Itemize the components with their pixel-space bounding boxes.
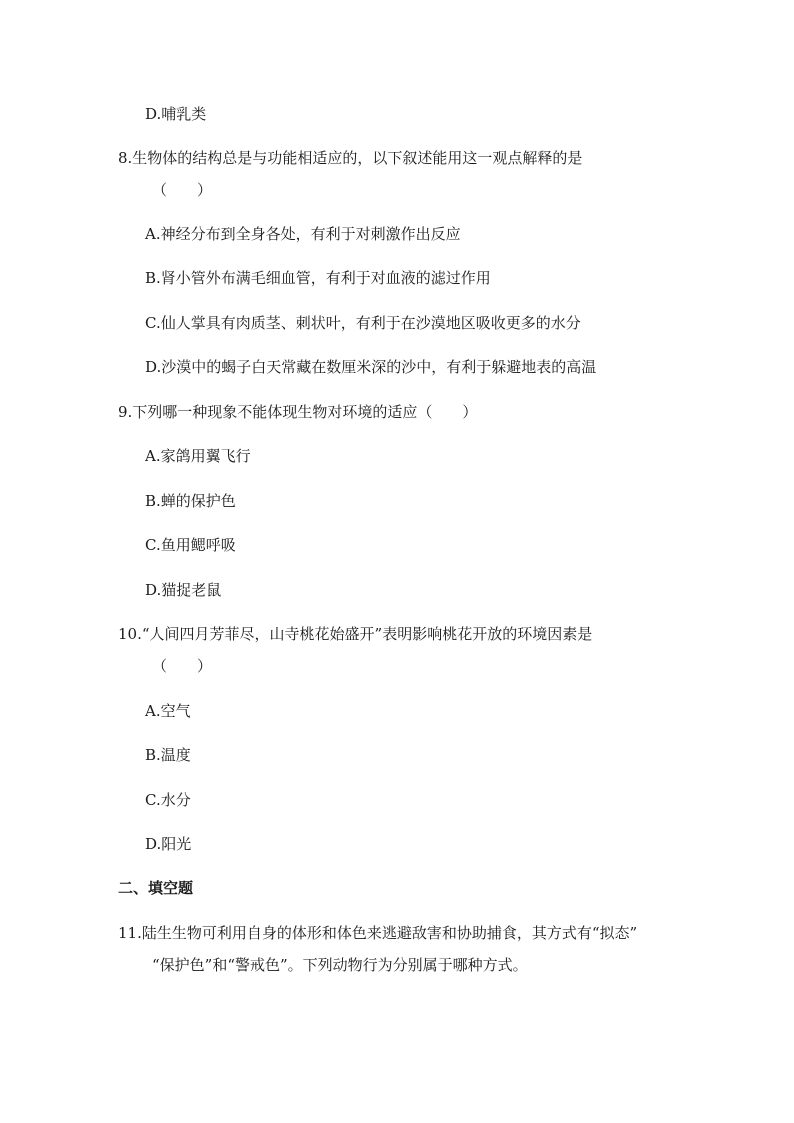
q9-option-a: A.家鸽用翼飞行 xyxy=(145,447,251,465)
q8-option-a: A.神经分布到全身各处，有利于对刺激作出反应 xyxy=(145,225,461,243)
q8-option-d: D.沙漠中的蝎子白天常藏在数厘米深的沙中，有利于躲避地表的高温 xyxy=(145,358,597,376)
q8-stem: 8.生物体的结构总是与功能相适应的，以下叙述能用这一观点解释的是 xyxy=(118,149,583,167)
q9-stem: 9.下列哪一种现象不能体现生物对环境的适应（ ） xyxy=(118,403,478,421)
q8-answer-paren: （ ） xyxy=(152,181,213,199)
q8-option-c: C.仙人掌具有肉质茎、刺状叶，有利于在沙漠地区吸收更多的水分 xyxy=(145,314,581,332)
q10-stem: 10.“人间四月芳菲尽，山寺桃花始盛开”表明影响桃花开放的环境因素是 xyxy=(118,625,593,643)
q11-stem-line2: “保护色”和“警戒色”。下列动物行为分别属于哪种方式。 xyxy=(152,956,528,974)
q9-option-c: C.鱼用鳃呼吸 xyxy=(145,536,236,554)
q9-option-b: B.蝉的保护色 xyxy=(145,492,236,510)
q10-option-c: C.水分 xyxy=(145,791,191,809)
q9-option-d: D.猫捉老鼠 xyxy=(145,581,222,599)
q10-option-b: B.温度 xyxy=(145,746,191,764)
q10-option-d: D.阳光 xyxy=(145,835,192,853)
q10-option-a: A.空气 xyxy=(145,702,191,720)
q8-option-b: B.肾小管外布满毛细血管，有利于对血液的滤过作用 xyxy=(145,269,491,287)
q10-answer-paren: （ ） xyxy=(152,657,213,675)
section-heading-fill-in: 二、填空题 xyxy=(118,879,194,897)
q7-option-d: D.哺乳类 xyxy=(145,105,207,123)
q11-stem-line1: 11.陆生生物可利用自身的体形和体色来逃避敌害和协助捕食，其方式有“拟态” xyxy=(118,924,638,942)
